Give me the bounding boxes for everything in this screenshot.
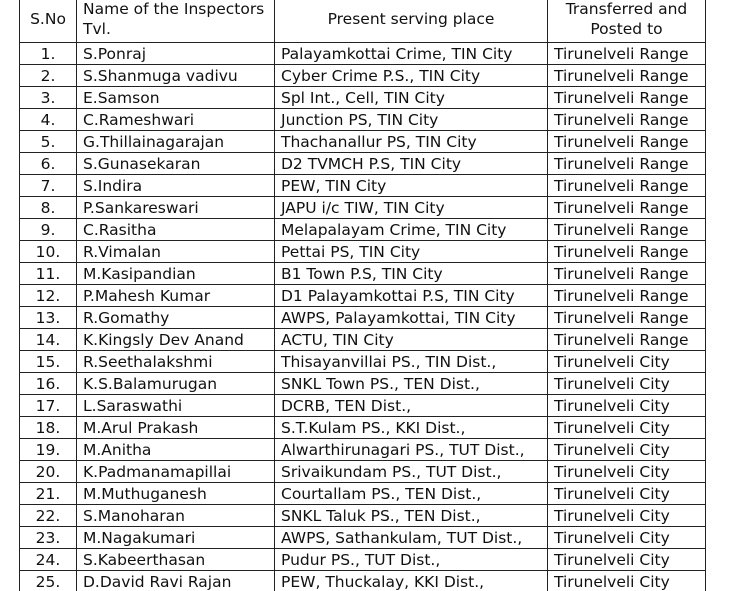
table-row: [20, 417, 706, 439]
table-row: [20, 241, 706, 263]
cell-present-place: AWPS, Palayamkottai, TIN City: [275, 307, 548, 329]
cell-posted-to: Tirunelveli Range: [548, 153, 706, 175]
cell-inspector-name: E.Samson: [77, 87, 275, 109]
cell-sno: 5.: [20, 131, 77, 153]
cell-present-place: Melapalayam Crime, TIN City: [275, 219, 548, 241]
table-row: [20, 87, 706, 109]
cell-present-place: Cyber Crime P.S., TIN City: [275, 65, 548, 87]
cell-present-place: D1 Palayamkottai P.S, TIN City: [275, 285, 548, 307]
cell-sno: 8.: [20, 197, 77, 219]
cell-present-place: Pettai PS, TIN City: [275, 241, 548, 263]
header-sno: S.No: [20, 0, 77, 43]
cell-present-place: D2 TVMCH P.S, TIN City: [275, 153, 548, 175]
cell-inspector-name: S.Shanmuga vadivu: [77, 65, 275, 87]
table-row: [20, 329, 706, 351]
table-row: [20, 109, 706, 131]
cell-sno: 18.: [20, 417, 77, 439]
cell-inspector-name: G.Thillainagarajan: [77, 131, 275, 153]
cell-posted-to: Tirunelveli Range: [548, 109, 706, 131]
cell-present-place: Pudur PS., TUT Dist.,: [275, 549, 548, 571]
cell-inspector-name: K.Kingsly Dev Anand: [77, 329, 275, 351]
cell-present-place: Alwarthirunagari PS., TUT Dist.,: [275, 439, 548, 461]
cell-posted-to: Tirunelveli Range: [548, 197, 706, 219]
cell-sno: 15.: [20, 351, 77, 373]
table-row: [20, 549, 706, 571]
cell-present-place: Courtallam PS., TEN Dist.,: [275, 483, 548, 505]
table-row: [20, 153, 706, 175]
cell-inspector-name: S.Ponraj: [77, 43, 275, 65]
cell-posted-to: Tirunelveli Range: [548, 263, 706, 285]
cell-sno: 7.: [20, 175, 77, 197]
cell-posted-to: Tirunelveli Range: [548, 329, 706, 351]
transfer-table: [19, 0, 706, 591]
cell-sno: 2.: [20, 65, 77, 87]
cell-present-place: SNKL Taluk PS., TEN Dist.,: [275, 505, 548, 527]
cell-inspector-name: L.Saraswathi: [77, 395, 275, 417]
cell-inspector-name: S.Indira: [77, 175, 275, 197]
cell-inspector-name: C.Rasitha: [77, 219, 275, 241]
cell-sno: 24.: [20, 549, 77, 571]
cell-posted-to: Tirunelveli City: [548, 527, 706, 549]
table-row: [20, 373, 706, 395]
table-row: [20, 197, 706, 219]
table-row: [20, 307, 706, 329]
cell-inspector-name: R.Gomathy: [77, 307, 275, 329]
cell-present-place: Junction PS, TIN City: [275, 109, 548, 131]
cell-inspector-name: S.Gunasekaran: [77, 153, 275, 175]
cell-sno: 4.: [20, 109, 77, 131]
cell-present-place: Thachanallur PS, TIN City: [275, 131, 548, 153]
cell-inspector-name: S.Manoharan: [77, 505, 275, 527]
cell-sno: 19.: [20, 439, 77, 461]
cell-inspector-name: R.Vimalan: [77, 241, 275, 263]
cell-posted-to: Tirunelveli City: [548, 571, 706, 591]
cell-posted-to: Tirunelveli City: [548, 439, 706, 461]
table-row: [20, 285, 706, 307]
header-name: Name of the Inspectors Tvl.: [77, 0, 275, 43]
cell-sno: 9.: [20, 219, 77, 241]
cell-inspector-name: M.Nagakumari: [77, 527, 275, 549]
cell-sno: 23.: [20, 527, 77, 549]
table-row: [20, 131, 706, 153]
cell-sno: 25.: [20, 571, 77, 591]
cell-posted-to: Tirunelveli Range: [548, 175, 706, 197]
cell-sno: 20.: [20, 461, 77, 483]
cell-sno: 6.: [20, 153, 77, 175]
cell-present-place: AWPS, Sathankulam, TUT Dist.,: [275, 527, 548, 549]
table-row: [20, 439, 706, 461]
table-row: [20, 395, 706, 417]
cell-inspector-name: S.Kabeerthasan: [77, 549, 275, 571]
cell-posted-to: Tirunelveli Range: [548, 131, 706, 153]
cell-sno: 3.: [20, 87, 77, 109]
cell-posted-to: Tirunelveli City: [548, 549, 706, 571]
cell-posted-to: Tirunelveli Range: [548, 87, 706, 109]
cell-posted-to: Tirunelveli City: [548, 373, 706, 395]
header-posted-to: Transferred and Posted to: [548, 0, 706, 43]
cell-posted-to: Tirunelveli City: [548, 461, 706, 483]
table-row: [20, 483, 706, 505]
cell-present-place: ACTU, TIN City: [275, 329, 548, 351]
cell-posted-to: Tirunelveli City: [548, 483, 706, 505]
cell-posted-to: Tirunelveli City: [548, 395, 706, 417]
cell-posted-to: Tirunelveli Range: [548, 241, 706, 263]
cell-posted-to: Tirunelveli Range: [548, 307, 706, 329]
cell-sno: 22.: [20, 505, 77, 527]
cell-present-place: B1 Town P.S, TIN City: [275, 263, 548, 285]
table-row: [20, 351, 706, 373]
cell-present-place: Spl Int., Cell, TIN City: [275, 87, 548, 109]
cell-inspector-name: M.Kasipandian: [77, 263, 275, 285]
cell-posted-to: Tirunelveli Range: [548, 219, 706, 241]
header-row: [20, 0, 706, 43]
cell-inspector-name: K.Padmanamapillai: [77, 461, 275, 483]
cell-posted-to: Tirunelveli City: [548, 351, 706, 373]
cell-sno: 1.: [20, 43, 77, 65]
cell-sno: 16.: [20, 373, 77, 395]
cell-sno: 11.: [20, 263, 77, 285]
table-row: [20, 65, 706, 87]
table-row: [20, 527, 706, 549]
cell-sno: 12.: [20, 285, 77, 307]
table-header: [20, 0, 706, 43]
cell-inspector-name: M.Anitha: [77, 439, 275, 461]
cell-sno: 21.: [20, 483, 77, 505]
cell-inspector-name: K.S.Balamurugan: [77, 373, 275, 395]
table-row: [20, 571, 706, 591]
header-present-place: Present serving place: [275, 0, 548, 43]
cell-sno: 14.: [20, 329, 77, 351]
cell-present-place: PEW, TIN City: [275, 175, 548, 197]
cell-inspector-name: M.Muthuganesh: [77, 483, 275, 505]
cell-posted-to: Tirunelveli City: [548, 505, 706, 527]
cell-present-place: DCRB, TEN Dist.,: [275, 395, 548, 417]
cell-present-place: SNKL Town PS., TEN Dist.,: [275, 373, 548, 395]
table-row: [20, 175, 706, 197]
table-row: [20, 263, 706, 285]
cell-inspector-name: M.Arul Prakash: [77, 417, 275, 439]
cell-sno: 17.: [20, 395, 77, 417]
cell-present-place: Palayamkottai Crime, TIN City: [275, 43, 548, 65]
cell-posted-to: Tirunelveli Range: [548, 43, 706, 65]
cell-inspector-name: R.Seethalakshmi: [77, 351, 275, 373]
cell-inspector-name: P.Sankareswari: [77, 197, 275, 219]
table-row: [20, 505, 706, 527]
cell-sno: 13.: [20, 307, 77, 329]
cell-present-place: Srivaikundam PS., TUT Dist.,: [275, 461, 548, 483]
cell-inspector-name: D.David Ravi Rajan: [77, 571, 275, 591]
table-row: [20, 43, 706, 65]
table-body: [20, 43, 706, 591]
cell-present-place: JAPU i/c TIW, TIN City: [275, 197, 548, 219]
cell-posted-to: Tirunelveli Range: [548, 285, 706, 307]
cell-present-place: PEW, Thuckalay, KKI Dist.,: [275, 571, 548, 591]
cell-posted-to: Tirunelveli Range: [548, 65, 706, 87]
cell-present-place: S.T.Kulam PS., KKI Dist.,: [275, 417, 548, 439]
cell-present-place: Thisayanvillai PS., TIN Dist.,: [275, 351, 548, 373]
cell-sno: 10.: [20, 241, 77, 263]
cell-inspector-name: P.Mahesh Kumar: [77, 285, 275, 307]
table-row: [20, 219, 706, 241]
cell-inspector-name: C.Rameshwari: [77, 109, 275, 131]
table-row: [20, 461, 706, 483]
cell-posted-to: Tirunelveli City: [548, 417, 706, 439]
